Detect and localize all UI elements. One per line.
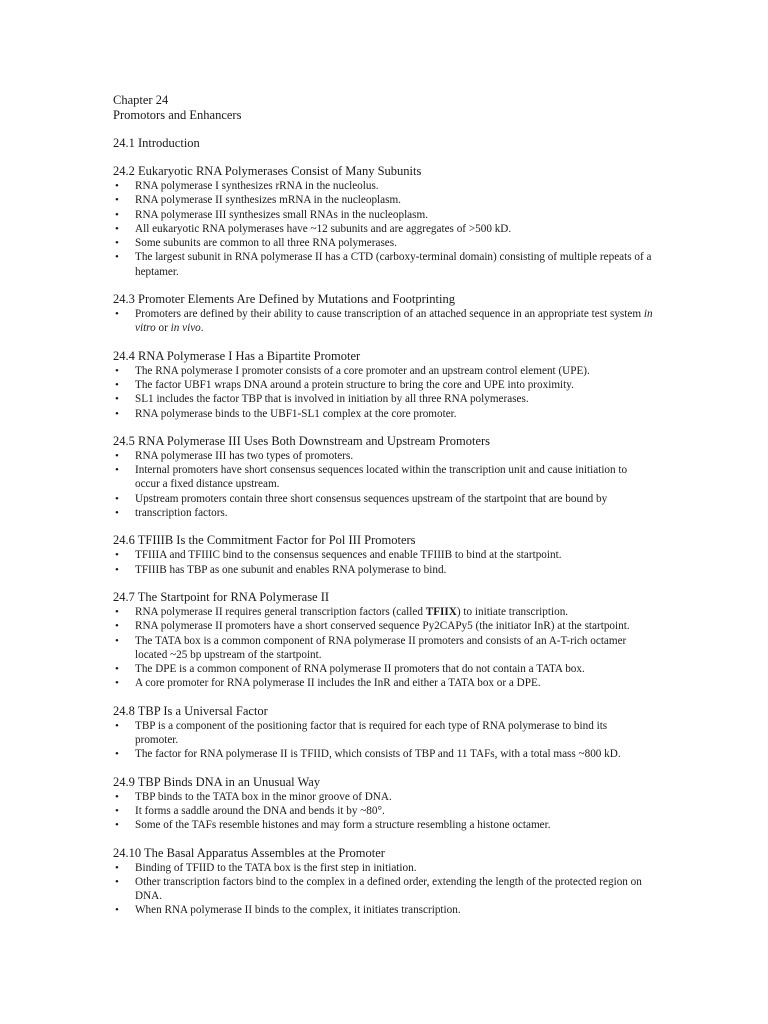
- bullet-text: SL1 includes the factor TBP that is involved in initiation by all three RNA polymerases.: [135, 393, 529, 406]
- section: [113, 846, 653, 918]
- bullet-icon: •: [115, 804, 119, 817]
- sections-container: [113, 164, 653, 918]
- bullet-text: Promoters are defined by their ability to cause transcription of an attached sequence in an appropriate test system in vitro or in vivo.: [135, 308, 653, 335]
- bullet-item: [113, 619, 653, 633]
- bullet-item: [113, 222, 653, 236]
- bullet-list: [113, 307, 653, 336]
- bullet-icon: •: [115, 620, 119, 633]
- section-heading: 24.2 Eukaryotic RNA Polymerases Consist of Many Subunits: [113, 164, 422, 178]
- section: [113, 775, 653, 833]
- bullet-text: RNA polymerase binds to the UBF1-SL1 complex at the core promoter.: [135, 407, 457, 420]
- bullet-item: [113, 407, 653, 421]
- section: [113, 434, 653, 520]
- bullet-list: [113, 548, 653, 577]
- bullet-icon: •: [115, 308, 119, 321]
- bullet-item: [113, 179, 653, 193]
- bullet-item: [113, 662, 653, 676]
- bullet-icon: •: [115, 719, 119, 732]
- bullet-icon: •: [115, 492, 119, 505]
- section-heading: 24.5 RNA Polymerase III Uses Both Downstream and Upstream Promoters: [113, 433, 491, 448]
- bullet-text: Some subunits are common to all three RNA polymerases.: [135, 237, 397, 250]
- bullet-icon: •: [115, 904, 119, 917]
- section-heading: 24.9 TBP Binds DNA in an Unusual Way: [113, 774, 321, 789]
- bullet-icon: •: [115, 507, 119, 520]
- bullet-item: [113, 307, 653, 336]
- section: [113, 590, 653, 691]
- bullet-icon: •: [115, 875, 119, 888]
- bullet-list: [113, 179, 653, 279]
- bullet-item: [113, 364, 653, 378]
- bullet-item: [113, 861, 653, 875]
- bullet-list: [113, 449, 653, 520]
- bullet-icon: •: [115, 549, 119, 562]
- bullet-item: [113, 903, 653, 917]
- bullet-item: [113, 208, 653, 222]
- bullet-item: [113, 392, 653, 406]
- bullet-item: [113, 747, 653, 761]
- section-heading: 24.3 Promoter Elements Are Defined by Mutations and Footprinting: [113, 292, 455, 307]
- bullet-text: RNA polymerase II promoters have a short conserved sequence Py2CAPy5 (the initiator InR) at the startpoint.: [135, 620, 630, 633]
- bullet-text: RNA polymerase III has two types of promoters.: [135, 449, 354, 462]
- bullet-text: The factor UBF1 wraps DNA around a protein structure to bring the core and UPE into proximity.: [135, 378, 574, 391]
- bullet-item: [113, 563, 653, 577]
- bullet-text: The TATA box is a common component of RNA polymerase II promoters and consists of an A-T-rich octamer located ~25 bp upstream of the startpoint.: [135, 634, 627, 661]
- bullet-text: TFIIIB has TBP as one subunit and enables RNA polymerase to bind.: [135, 563, 447, 576]
- bullet-item: [113, 492, 653, 506]
- bullet-icon: •: [115, 663, 119, 676]
- bullet-item: [113, 236, 653, 250]
- bullet-text: Internal promoters have short consensus sequences located within the transcription unit and cause initiation to occur a fixed distance upstream.: [135, 464, 628, 491]
- bullet-item: [113, 193, 653, 207]
- bullet-item: [113, 605, 653, 619]
- bullet-text: The factor for RNA polymerase II is TFIID, which consists of TBP and 11 TAFs, with a total mass ~800 kD.: [135, 748, 621, 761]
- bullet-text: When RNA polymerase II binds to the complex, it initiates transcription.: [135, 904, 461, 917]
- section-heading: 24.8 TBP Is a Universal Factor: [113, 703, 268, 718]
- bullet-icon: •: [115, 634, 119, 647]
- bullet-text: RNA polymerase I synthesizes rRNA in the nucleolus.: [135, 180, 379, 192]
- bullet-text: The largest subunit in RNA polymerase II has a CTD (carboxy-terminal domain) consisting of multiple repeats of a heptamer.: [135, 251, 652, 278]
- bullet-text: The DPE is a common component of RNA polymerase II promoters that do not contain a TATA box.: [135, 663, 585, 676]
- section: [113, 164, 653, 279]
- bullet-text: transcription factors.: [135, 507, 228, 520]
- bullet-text: RNA polymerase II synthesizes mRNA in the nucleoplasm.: [135, 194, 401, 207]
- bullet-icon: •: [115, 861, 119, 874]
- bullet-item: [113, 463, 653, 492]
- bullet-item: [113, 818, 653, 832]
- bullet-icon: •: [115, 819, 119, 832]
- bullet-item: [113, 804, 653, 818]
- bullet-item: [113, 676, 653, 690]
- bullet-text: Other transcription factors bind to the complex in a defined order, extending the length of the protected region on DNA.: [135, 875, 642, 903]
- bullet-item: [113, 548, 653, 562]
- bullet-text: TBP is a component of the positioning factor that is required for each type of RNA polymerase to bind its promoter.: [135, 719, 608, 747]
- chapter-title: Promotors and Enhancers: [113, 108, 242, 122]
- chapter-number: Chapter 24: [113, 93, 169, 107]
- bullet-list: [113, 790, 653, 833]
- section-heading-intro: 24.1 Introduction: [113, 136, 200, 150]
- bullet-list: [113, 364, 653, 421]
- bullet-icon: •: [115, 364, 119, 377]
- bullet-item: [113, 634, 653, 663]
- bullet-text: It forms a saddle around the DNA and bends it by ~80°.: [135, 804, 385, 817]
- bullet-text: Upstream promoters contain three short consensus sequences upstream of the startpoint that are bound by: [135, 492, 608, 505]
- bullet-icon: •: [115, 677, 119, 690]
- bullet-icon: •: [115, 222, 119, 235]
- bullet-item: [113, 790, 653, 804]
- bullet-icon: •: [115, 208, 119, 221]
- bullet-text: The RNA polymerase I promoter consists of a core promoter and an upstream control element (UPE).: [135, 364, 590, 377]
- bullet-icon: •: [115, 407, 119, 420]
- bullet-text: TBP binds to the TATA box in the minor groove of DNA.: [135, 790, 392, 803]
- section: [113, 349, 653, 421]
- bullet-icon: •: [115, 237, 119, 250]
- bullet-icon: •: [115, 251, 119, 264]
- section-heading: 24.4 RNA Polymerase I Has a Bipartite Promoter: [113, 348, 361, 363]
- bullet-icon: •: [115, 180, 119, 192]
- bullet-text: All eukaryotic RNA polymerases have ~12 subunits and are aggregates of >500 kD.: [135, 222, 512, 235]
- bullet-text: Binding of TFIID to the TATA box is the first step in initiation.: [135, 861, 417, 874]
- bullet-item: [113, 719, 653, 748]
- section: [113, 704, 653, 762]
- bullet-item: [113, 506, 653, 520]
- section-heading: 24.6 TFIIIB Is the Commitment Factor for Pol III Promoters: [113, 533, 416, 548]
- section-heading: 24.7 The Startpoint for RNA Polymerase II: [113, 589, 330, 604]
- bullet-item: [113, 875, 653, 904]
- bullet-icon: •: [115, 605, 119, 618]
- bullet-text: RNA polymerase II requires general transcription factors (called TFIIX) to initiate transcription.: [135, 605, 569, 618]
- bullet-icon: •: [115, 393, 119, 406]
- section-heading: 24.10 The Basal Apparatus Assembles at the Promoter: [113, 845, 385, 860]
- bullet-list: [113, 861, 653, 918]
- document-page: [113, 93, 653, 931]
- bullet-item: [113, 378, 653, 392]
- bullet-list: [113, 719, 653, 762]
- bullet-text: RNA polymerase III synthesizes small RNAs in the nucleoplasm.: [135, 208, 428, 221]
- spacer: [113, 123, 653, 136]
- bullet-icon: •: [115, 563, 119, 576]
- section: [113, 533, 653, 577]
- bullet-item: [113, 250, 653, 279]
- bullet-icon: •: [115, 194, 119, 207]
- bullet-icon: •: [115, 449, 119, 462]
- bullet-text: Some of the TAFs resemble histones and may form a structure resembling a histone octamer.: [135, 819, 551, 832]
- section: [113, 292, 653, 336]
- bullet-icon: •: [115, 378, 119, 391]
- bullet-item: [113, 449, 653, 463]
- bullet-icon: •: [115, 748, 119, 761]
- bullet-text: TFIIIA and TFIIIC bind to the consensus sequences and enable TFIIIB to bind at the startpoint.: [135, 549, 562, 562]
- bullet-text: A core promoter for RNA polymerase II includes the InR and either a TATA box or a DPE.: [135, 677, 541, 690]
- bullet-icon: •: [115, 464, 119, 477]
- bullet-icon: •: [115, 790, 119, 803]
- bullet-list: [113, 605, 653, 691]
